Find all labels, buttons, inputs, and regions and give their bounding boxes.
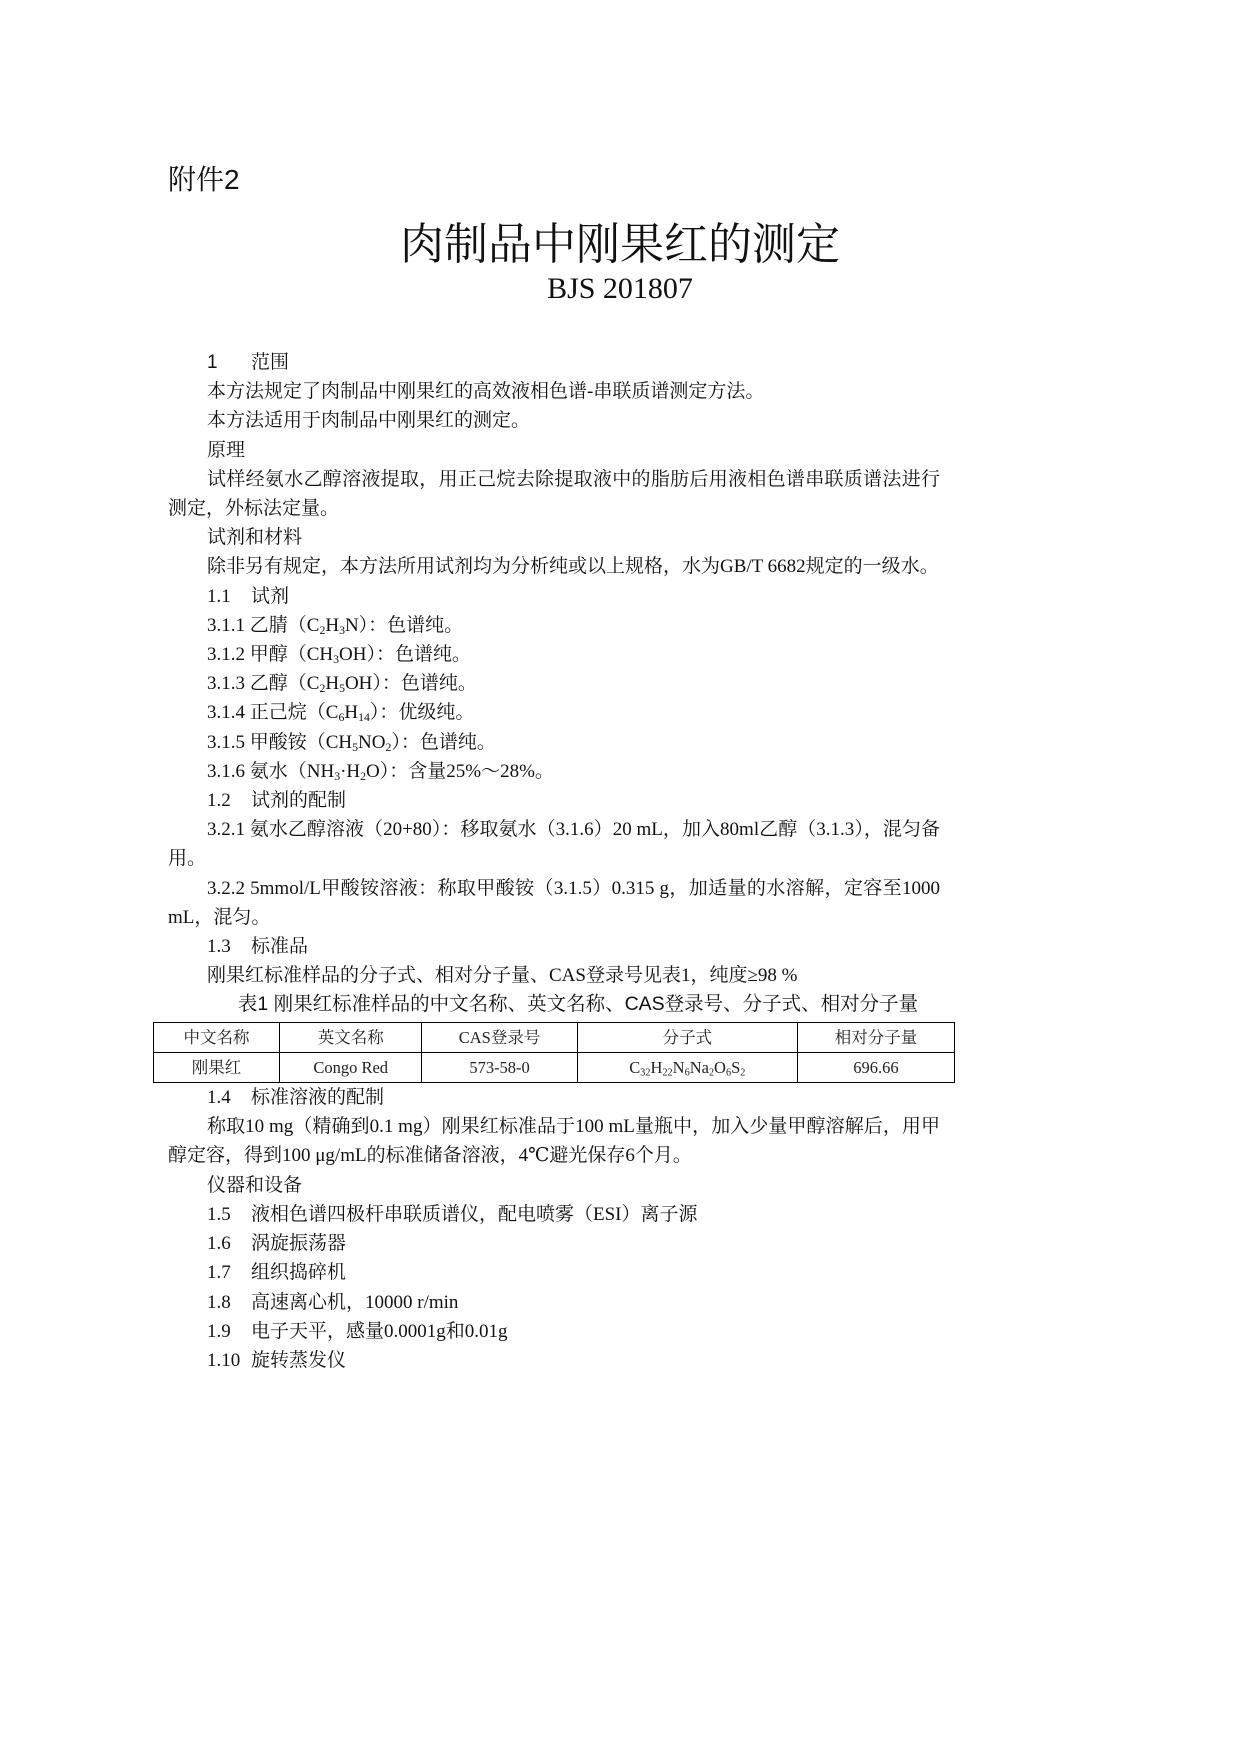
text-run: OH）：色谱纯。 (339, 644, 471, 666)
cell-cas: 573-58-0 (422, 1052, 577, 1082)
text-run: Na (689, 1057, 709, 1077)
column-header: 相对分子量 (797, 1022, 954, 1052)
text-run: 本方法适用于肉制品中刚果红的测定。 (207, 410, 531, 432)
section-text: 试剂 (251, 585, 290, 607)
text-run: 称取10 mg（精确到0.1 mg）刚果红标准品于100 mL量瓶中，加入少量甲醇溶解后，用甲醇定容，得到100 μg/mL的标准储备溶液，4℃避光保存6个月。 (168, 1116, 940, 1167)
section-text: 旋转蒸发仪 (251, 1349, 347, 1371)
paragraph (168, 611, 940, 640)
annex-label: 附件2 (168, 164, 240, 195)
column-header: CAS登录号 (422, 1022, 577, 1052)
paragraph (168, 640, 940, 669)
subsection-heading (168, 1258, 940, 1287)
column-header: 分子式 (577, 1022, 797, 1052)
section-text: 涡旋振荡器 (251, 1233, 347, 1255)
section-number: 1.6 (207, 1233, 231, 1255)
paragraph (168, 552, 940, 581)
subscript: 3 (333, 652, 340, 666)
paragraph (168, 698, 940, 727)
section-text: 范围 (251, 352, 290, 373)
subscript: 22 (662, 1067, 673, 1079)
text-run: N (672, 1057, 685, 1077)
subsection-heading (168, 1229, 940, 1258)
text-run: H (325, 614, 340, 636)
paragraph (168, 1112, 940, 1170)
paragraph (168, 669, 940, 698)
section-text: 标准品 (251, 936, 309, 958)
text-run: O (714, 1057, 726, 1077)
text-run: ）：优级纯。 (369, 702, 475, 724)
section-number: 1.9 (207, 1320, 231, 1342)
cell-mw: 696.66 (797, 1052, 954, 1082)
table-caption: 表1 刚果红标准样品的中文名称、英文名称、CAS登录号、分子式、相对分子量 (237, 993, 919, 1016)
section-number: 1.10 (207, 1349, 241, 1371)
subscript: 6 (684, 1067, 690, 1079)
cell-en: Congo Red (280, 1052, 422, 1082)
subsection-heading (168, 1317, 940, 1346)
text-run: 3.1.3 乙醇（C (207, 673, 320, 695)
section-number: 1 (207, 352, 218, 373)
section-text: 仪器和设备 (207, 1174, 303, 1196)
section-number: 1.2 (207, 790, 231, 812)
text-run: 3.1.4 正己烷（C (207, 702, 339, 724)
subscript: 2 (708, 1067, 715, 1079)
paragraph (168, 874, 940, 932)
table-header-row (154, 1022, 955, 1052)
text-run: 3.1.1 乙腈（C (207, 614, 320, 636)
text-run: 试样经氨水乙醇溶液提取，用正己烷去除提取液中的脂肪后用液相色谱串联质谱法进行测定，外标法定量。 (168, 468, 940, 520)
standard-code: BJS 201807 (547, 272, 693, 305)
text-run: 刚果红标准样品的分子式、相对分子量、CAS登录号见表1，纯度≥98 % (207, 965, 798, 987)
text-run: 3.1.2 甲醇（CH (207, 644, 334, 666)
subsection-heading (168, 1083, 940, 1112)
text-run: 3.2.2 5mmol/L甲酸铵溶液：称取甲酸铵（3.1.5）0.315 g，加适量的水溶解，定容至1000 mL，混匀。 (168, 877, 940, 928)
text-run: O）：含量25%～28%。 (366, 760, 554, 782)
subscript: 2 (385, 740, 392, 754)
text-run: H (650, 1057, 663, 1077)
paragraph (168, 728, 940, 757)
subscript: 2 (360, 769, 367, 783)
subscript: 2 (319, 682, 326, 696)
paragraph (168, 757, 940, 786)
section-number: 1.7 (207, 1262, 231, 1284)
section-text: 原理 (207, 439, 246, 461)
text-run: S (731, 1057, 741, 1077)
text-run: ）：色谱纯。 (391, 731, 496, 753)
text-run: ·H (340, 760, 361, 782)
text-run: H (344, 702, 359, 724)
cell-formula (577, 1052, 797, 1082)
text-run: 除非另有规定，本方法所用试剂均为分析纯或以上规格，水为GB/T 6682规定的一级水。 (207, 556, 939, 578)
text-run: 3.1.6 氨水（NH (207, 760, 335, 782)
subscript: 5 (339, 682, 345, 696)
text-run: 3.1.5 甲酸铵（CH (207, 731, 353, 753)
text-run: 本方法规定了肉制品中刚果红的高效液相色谱-串联质谱测定方法。 (207, 381, 765, 403)
section-heading (168, 1171, 940, 1200)
document-title: 肉制品中刚果红的测定 (400, 220, 840, 269)
section-heading (168, 348, 940, 377)
subscript: 14 (358, 711, 370, 725)
subscript: 6 (338, 711, 345, 725)
subsection-heading (168, 1200, 940, 1229)
section-text: 试剂和材料 (207, 527, 303, 549)
paragraph (168, 465, 940, 523)
column-header: 中文名称 (154, 1022, 280, 1052)
section-text: 标准溶液的配制 (251, 1087, 385, 1109)
subscript: 5 (352, 740, 359, 754)
section-number: 1.5 (207, 1203, 231, 1225)
section-number: 1.1 (207, 585, 231, 607)
paragraph (168, 815, 940, 873)
subscript: 3 (334, 769, 341, 783)
section-text: 高速离心机，10000 r/min (251, 1291, 459, 1313)
subscript: 2 (319, 623, 326, 637)
section-number: 1.8 (207, 1291, 231, 1313)
subsection-heading (168, 932, 940, 961)
section-number: 1.4 (207, 1087, 231, 1109)
text-run: OH）：色谱纯。 (344, 673, 477, 695)
table-row (154, 1052, 955, 1082)
paragraph (168, 406, 940, 435)
section-text: 液相色谱四极杆串联质谱仪，配电喷雾（ESI）离子源 (251, 1203, 698, 1225)
cell-cn: 刚果红 (154, 1052, 280, 1082)
text-run: N）：色谱纯。 (344, 614, 464, 636)
section-text: 组织捣碎机 (251, 1262, 347, 1284)
text-run: C (629, 1057, 641, 1077)
subscript: 32 (640, 1067, 651, 1079)
section-heading (168, 523, 940, 552)
subsection-heading (168, 786, 940, 815)
paragraph (168, 377, 940, 406)
section-number: 1.3 (207, 936, 231, 958)
subscript: 6 (725, 1067, 732, 1079)
column-header: 英文名称 (280, 1022, 422, 1052)
subscript: 3 (339, 623, 345, 637)
paragraph (168, 961, 940, 990)
text-run: NO (358, 731, 386, 753)
standard-info-table (153, 1022, 955, 1083)
section-text: 电子天平，感量0.0001g和0.01g (251, 1320, 508, 1342)
document-body (168, 348, 940, 1375)
subsection-heading (168, 1346, 940, 1375)
section-heading (168, 436, 940, 465)
subsection-heading (168, 582, 940, 611)
text-run: H (325, 673, 340, 695)
section-text: 试剂的配制 (251, 790, 347, 812)
subsection-heading (168, 1288, 940, 1317)
text-run: 3.2.1 氨水乙醇溶液（20+80）：移取氨水（3.1.6）20 mL，加入80ml乙醇（3.1.3），混匀备用。 (168, 819, 940, 870)
subscript: 2 (740, 1067, 746, 1079)
